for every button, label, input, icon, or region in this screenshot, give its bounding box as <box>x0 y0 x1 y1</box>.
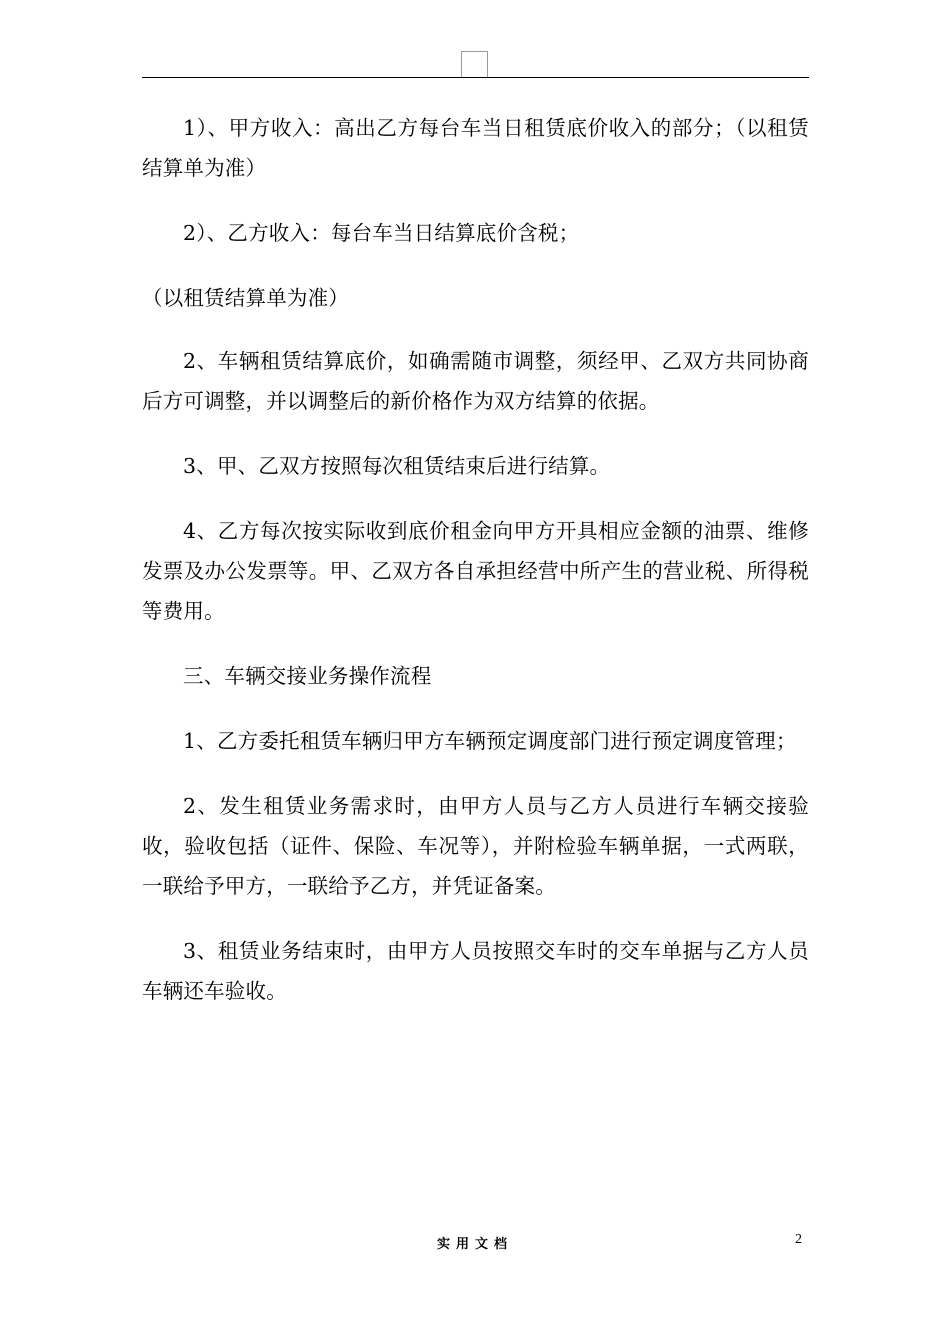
paragraph-handover-2: 2、发生租赁业务需求时，由甲方人员与乙方人员进行车辆交接验收，验收包括（证件、保险、车况等），并附检验车辆单据，一式两联，一联给予甲方，一联给予乙方，并凭证备案。 <box>142 794 809 898</box>
header-placeholder-box <box>461 51 488 77</box>
footer-label: 实用文档 <box>436 1237 513 1252</box>
paragraph-clause-4: 4、乙方每次按实际收到底价租金向甲方开具相应金额的油票、维修发票及办公发票等。甲、乙双方各自承担经营中所产生的营业税、所得税等费用。 <box>142 519 809 623</box>
header-rule <box>142 77 809 78</box>
paragraph-handover-1: 1、乙方委托租赁车辆归甲方车辆预定调度部门进行预定调度管理； <box>183 729 797 753</box>
page-number: 2 <box>795 1232 802 1247</box>
paragraph-settlement-note: （以租赁结算单为准） <box>142 286 349 310</box>
document-body <box>142 108 809 1036</box>
paragraph-clause-2: 2、车辆租赁结算底价，如确需随市调整，须经甲、乙双方共同协商后方可调整，并以调整后的新价格作为双方结算的依据。 <box>142 349 809 413</box>
paragraph-clause-3: 3、甲、乙双方按照每次租赁结束后进行结算。 <box>183 454 611 478</box>
paragraph-party-a-income: 1）、甲方收入：高出乙方每台车当日租赁底价收入的部分；（以租赁结算单为准） <box>142 116 809 180</box>
section-heading-vehicle-handover: 三、车辆交接业务操作流程 <box>183 664 432 688</box>
paragraph-party-b-income: 2）、乙方收入：每台车当日结算底价含税； <box>183 221 580 245</box>
paragraph-handover-3: 3、租赁业务结束时，由甲方人员按照交车时的交车单据与乙方人员车辆还车验收。 <box>142 939 809 1003</box>
